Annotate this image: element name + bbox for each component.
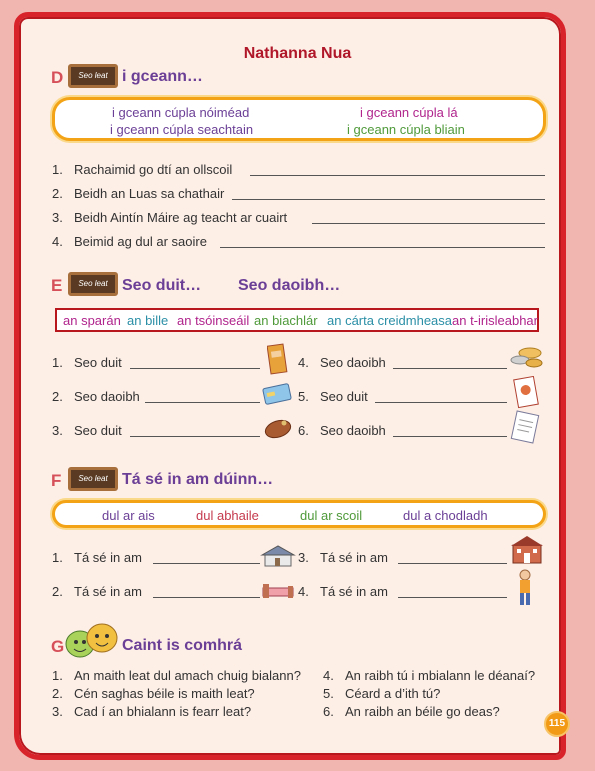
section-f-letter: F xyxy=(51,471,62,490)
f-item-3: 3. Tá sé in am xyxy=(298,550,388,565)
e-item-4: 4. Seo daoibh xyxy=(298,355,386,370)
d-item-3: 3. Beidh Aintín Máire ag teacht ar cuairt xyxy=(52,210,288,225)
word-e-2: an bille xyxy=(127,313,169,328)
credit-card-icon xyxy=(262,382,294,406)
f-item-4: 4. Tá sé in am xyxy=(298,584,388,599)
section-e-word-box xyxy=(55,308,539,332)
e-answer-line-5[interactable] xyxy=(375,402,507,403)
g-question-3: 3. Cad í an bhialann is fearr leat? xyxy=(52,704,252,719)
d-answer-line-1[interactable] xyxy=(250,175,545,176)
section-g-letter: G xyxy=(51,637,65,656)
e-item-6: 6. Seo daoibh xyxy=(298,423,386,438)
section-e-heading-2: Seo daoibh… xyxy=(238,277,341,294)
phrase-f-4: dul a chodladh xyxy=(403,508,488,523)
g-question-4: 4. An raibh tú i mbialann le déanaí? xyxy=(323,668,536,683)
word-e-6: an t-irisleabhar xyxy=(452,313,538,328)
d-answer-line-4[interactable] xyxy=(220,247,545,248)
word-e-3: an tsóinseáil xyxy=(177,313,250,328)
phrase-d-2: i gceann cúpla lá xyxy=(360,105,458,120)
phrase-d-3: i gceann cúpla seachtain xyxy=(110,122,254,137)
phrase-d-4: i gceann cúpla bliain xyxy=(347,122,465,137)
page-number: 115 xyxy=(544,711,570,737)
f-answer-line-4[interactable] xyxy=(398,597,507,598)
f-item-1: 1. Tá sé in am xyxy=(52,550,142,565)
d-answer-line-2[interactable] xyxy=(232,199,545,200)
faces-icon xyxy=(64,616,122,664)
section-d-heading: i gceann… xyxy=(122,68,203,85)
e-answer-line-3[interactable] xyxy=(130,436,260,437)
page-title: Nathanna Nua xyxy=(243,45,352,62)
d-item-4: 4. Beimid ag dul ar saoire xyxy=(52,234,207,249)
bill-icon xyxy=(508,410,542,444)
menu-icon xyxy=(512,376,542,410)
d-item-2: 2. Beidh an Luas sa chathair xyxy=(52,186,225,201)
house-icon xyxy=(259,544,297,568)
f-answer-line-3[interactable] xyxy=(398,563,507,564)
d-item-1: 1. Rachaimid go dtí an ollscoil xyxy=(52,162,233,177)
section-f-phrase-box xyxy=(52,500,546,528)
e-item-3: 3. Seo duit xyxy=(52,423,122,438)
e-answer-line-2[interactable] xyxy=(145,402,260,403)
word-e-4: an biachlár xyxy=(254,313,318,328)
f-answer-line-2[interactable] xyxy=(153,597,260,598)
coins-icon xyxy=(508,344,546,370)
g-question-1: 1. An maith leat dul amach chuig bialann? xyxy=(52,668,301,683)
e-item-2: 2. Seo daoibh xyxy=(52,389,140,404)
purse-icon xyxy=(262,416,294,440)
e-answer-line-4[interactable] xyxy=(393,368,507,369)
g-question-6: 6. An raibh an béile go deas? xyxy=(323,704,500,719)
phrase-d-1: i gceann cúpla nóiméad xyxy=(112,105,250,120)
g-question-2: 2. Cén saghas béile is maith leat? xyxy=(52,686,255,701)
phrase-f-2: dul abhaile xyxy=(196,508,259,523)
section-d-letter: D xyxy=(51,68,64,87)
section-e-heading-1: Seo duit… xyxy=(122,277,202,294)
magazine-icon xyxy=(267,343,289,377)
section-f-heading: Tá sé in am dúinn… xyxy=(122,471,274,488)
school-icon xyxy=(509,533,545,565)
f-answer-line-1[interactable] xyxy=(153,563,260,564)
phrase-f-3: dul ar scoil xyxy=(300,508,363,523)
e-answer-line-6[interactable] xyxy=(393,436,507,437)
seo-leat-badge-e: Seo leat xyxy=(68,272,118,296)
d-answer-line-3[interactable] xyxy=(312,223,545,224)
section-g-heading: Caint is comhrá xyxy=(122,637,243,654)
e-item-5: 5. Seo duit xyxy=(298,389,368,404)
f-item-2: 2. Tá sé in am xyxy=(52,584,142,599)
g-question-5: 5. Céard a d’ith tú? xyxy=(323,686,441,701)
seo-leat-badge-d: Seo leat xyxy=(68,64,118,88)
e-answer-line-1[interactable] xyxy=(130,368,260,369)
word-e-5: an cárta creidmheasa xyxy=(327,313,453,328)
section-e-letter: E xyxy=(51,276,63,295)
seo-leat-badge-f: Seo leat xyxy=(68,467,118,491)
e-item-1: 1. Seo duit xyxy=(52,355,122,370)
section-d-phrase-box xyxy=(52,97,546,141)
word-e-1: an sparán xyxy=(63,313,121,328)
bed-icon xyxy=(259,580,297,602)
child-icon xyxy=(512,568,538,608)
phrase-f-1: dul ar ais xyxy=(102,508,155,523)
